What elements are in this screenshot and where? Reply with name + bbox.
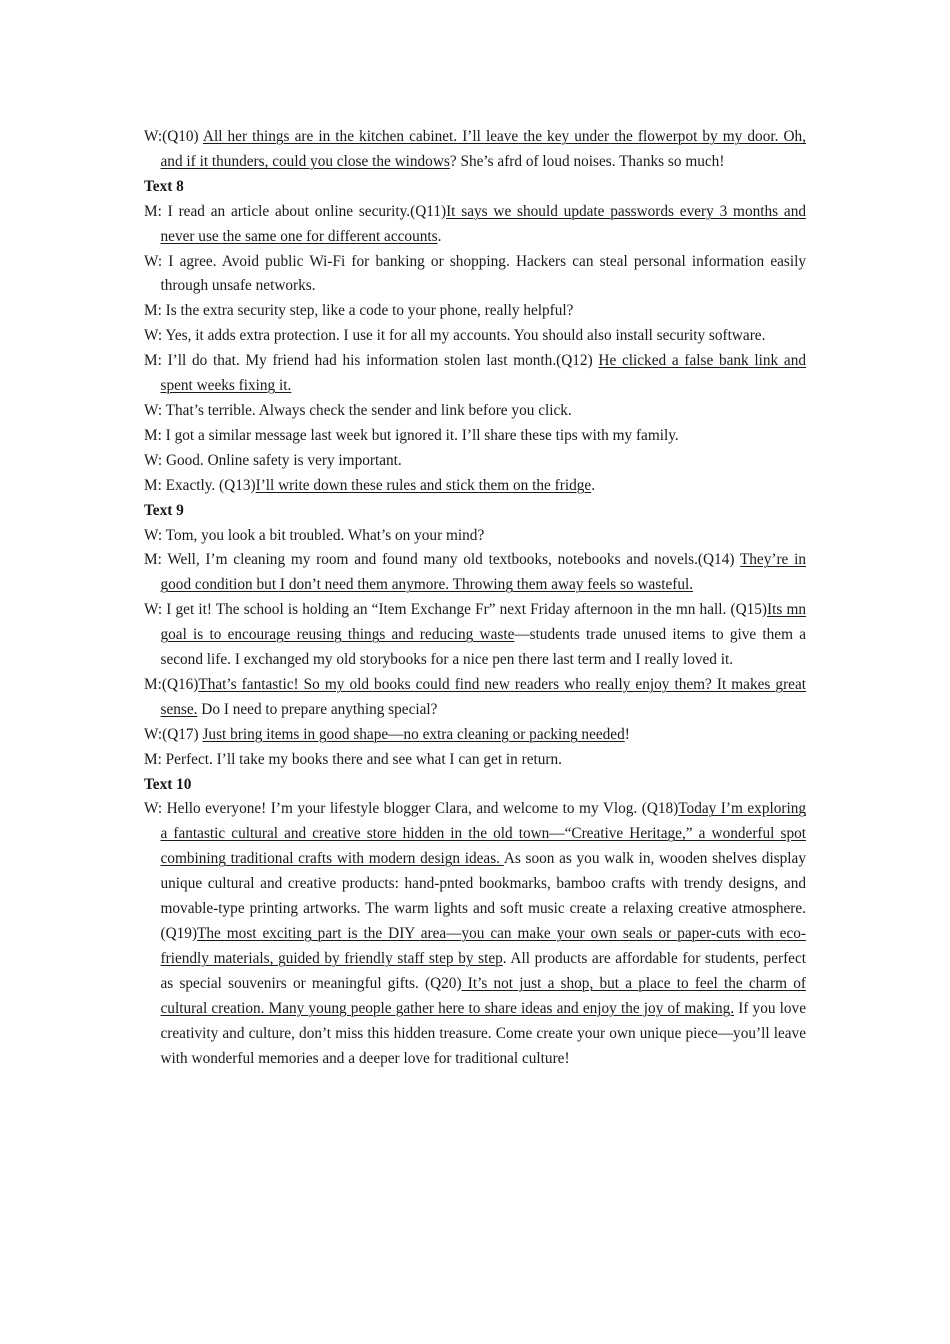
document-page [144, 125, 806, 1071]
text-segment: M:(Q16) [144, 675, 199, 693]
underlined-answer-text: Today I’m exploring a fantastic cultural and creative store hidden in the old town—“Creative Heritage,” a wonderful spot combining traditional crafts with modern design ideas. [160, 800, 807, 868]
text-segment: M: Perfect. I’ll take my books there and see what I can get in return. [144, 750, 562, 768]
text-segment: W: I get it! The school is holding an “Item Exchange Fr” next Friday afternoon in the mn hall. (Q15) [144, 601, 768, 619]
underlined-answer-text: I’ll write down these rules and stick them on the fridge [255, 476, 592, 494]
underlined-answer-text: Just bring items in good shape—no extra cleaning or packing needed [202, 725, 625, 743]
dialogue-paragraph [144, 424, 806, 449]
text-segment: Text 8 [144, 177, 184, 195]
dialogue-paragraph [144, 748, 806, 773]
text-segment: Text 9 [144, 501, 184, 519]
dialogue-paragraph [144, 474, 806, 499]
dialogue-paragraph [144, 349, 806, 399]
text-segment: W:(Q10) [144, 128, 203, 145]
text-segment: M: Is the extra security step, like a code to your phone, really helpful? [144, 302, 574, 320]
dialogue-paragraph [144, 524, 806, 549]
text-segment: M: I’ll do that. My friend had his information stolen last month.(Q12) [144, 352, 599, 370]
section-heading [144, 175, 806, 200]
text-segment: W: Yes, it adds extra protection. I use it for all my accounts. You should also install security software. [144, 327, 766, 345]
section-heading [144, 773, 806, 798]
dialogue-paragraph [144, 250, 806, 300]
underlined-answer-text: It’s not just a shop, but a place to feel the charm of cultural creation. Many young people gather here to share ideas and enjoy the joy of making. [160, 974, 807, 1017]
text-segment: W: Good. Online safety is very important. [144, 451, 402, 469]
underlined-answer-text: The most exciting part is the DIY area—you can make your own seals or paper-cuts with eco-friendly materials, guided by friendly staff step by step [160, 925, 806, 967]
text-segment: W: Tom, you look a bit troubled. What’s on your mind? [144, 526, 485, 544]
underlined-answer-text: Its mn goal is to encourage reusing things and reducing waste [160, 601, 807, 644]
dialogue-paragraph [144, 399, 806, 424]
text-segment: If you love creativity and culture, don’t miss this hidden treasure. Come create your own unique piece—you’ll leave with wonderful memories and a deeper love for traditional culture! [160, 999, 806, 1067]
text-segment: As soon as you walk in, wooden shelves display unique cultural and creative products: hand-pnted bookmarks, bamboo crafts with trendy designs, and movable-type printing artworks. The warm lights and soft music create a relaxing creative atmosphere.(Q19) [160, 850, 806, 942]
underlined-answer-text: It says we should update passwords every 3 months and never use the same one for different accounts [160, 202, 807, 245]
dialogue-paragraph [144, 548, 806, 598]
text-segment: M: I read an article about online security.(Q11) [144, 202, 447, 220]
section-heading [144, 499, 806, 524]
text-segment: . [591, 476, 596, 494]
text-segment: W:(Q17) [144, 725, 203, 743]
dialogue-paragraph [144, 324, 806, 349]
text-segment: ! [624, 725, 630, 743]
text-segment: . [437, 227, 442, 245]
text-segment: Text 10 [144, 775, 192, 793]
text-segment: Do I need to prepare anything special? [197, 700, 438, 718]
underlined-answer-text: They’re in good condition but I don’t need them anymore. Throwing them away feels so wasteful. [160, 551, 806, 594]
text-segment: M: I got a similar message last week but ignored it. I’ll share these tips with my family. [144, 426, 679, 444]
dialogue-paragraph [144, 299, 806, 324]
dialogue-paragraph [144, 449, 806, 474]
text-segment: —students trade unused items to give them a second life. I exchanged my old storybooks for a nice pen there last term and I really loved it. [160, 626, 806, 669]
text-segment: M: Well, I’m cleaning my room and found many old textbooks, notebooks and novels.(Q14) [144, 551, 740, 569]
text-segment: ? She’s afrd of loud noises. Thanks so much! [449, 152, 725, 170]
underlined-answer-text: He clicked a false bank link and spent weeks fixing it. [160, 352, 807, 395]
dialogue-paragraph [144, 200, 806, 250]
text-segment: W: That’s terrible. Always check the sender and link before you click. [144, 401, 572, 419]
text-segment: . All products are affordable for students, perfect as special souvenirs or meaningful gifts. (Q20) [160, 949, 806, 992]
dialogue-paragraph [144, 797, 806, 1071]
dialogue-paragraph [144, 723, 806, 748]
underlined-answer-text: That’s fantastic! So my old books could find new readers who really enjoy them? It makes great sense. [160, 675, 806, 718]
text-segment: M: Exactly. (Q13) [144, 476, 256, 494]
dialogue-paragraph [144, 673, 806, 723]
text-segment: W: I agree. Avoid public Wi-Fi for banking or shopping. Hackers can steal personal information easily through unsafe networks. [144, 252, 806, 295]
text-segment: W: Hello everyone! I’m your lifestyle blogger Clara, and welcome to my Vlog. (Q18) [144, 800, 679, 818]
underlined-answer-text: All her things are in the kitchen cabinet. I’ll leave the key under the flowerpot by my door. Oh, and if it thunders, could you close the windows [160, 128, 807, 170]
dialogue-paragraph [144, 598, 806, 673]
dialogue-paragraph [144, 125, 806, 175]
